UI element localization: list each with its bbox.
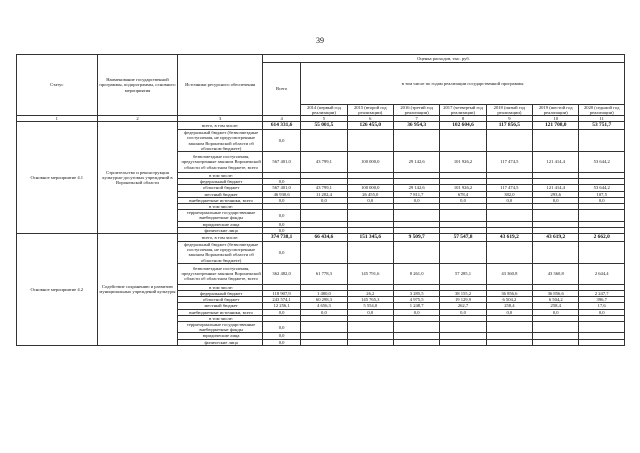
header-year: 2018 (пятый год реализации) <box>486 104 532 115</box>
year-value-cell <box>579 242 625 264</box>
total-value-cell: 0,0 <box>262 227 300 233</box>
year-value-cell <box>301 130 347 152</box>
year-value-cell: 29 142,6 <box>393 152 439 173</box>
year-value-cell: 57 285,1 <box>440 263 486 284</box>
year-value-cell <box>393 339 439 345</box>
year-value-cell: 0,0 <box>486 197 532 203</box>
header-by-years: в том числе по годам реализации государственной программы <box>301 63 625 105</box>
header-year: 2019 (шестой год реализации) <box>533 104 579 115</box>
table-body <box>17 122 625 346</box>
year-value-cell: 55 001,5 <box>301 122 347 130</box>
header-year: 2016 (третий год реализации) <box>393 104 439 115</box>
funding-source-cell: безвозмездные поступления, предусмотренные законом Воронежской области об областном бюджете, всего <box>178 152 263 173</box>
measure-name-cell: Строительство и реконструкция культурно-досуговых учреждений в Воронежской области <box>97 122 178 234</box>
year-value-cell <box>301 339 347 345</box>
year-value-cell: 17,6 <box>579 303 625 309</box>
year-value-cell: 126 455,0 <box>347 122 393 130</box>
funding-source-cell: областной бюджет <box>178 185 263 191</box>
year-value-cell <box>347 130 393 152</box>
total-value-cell: 374 738,1 <box>262 234 300 242</box>
year-value-cell <box>440 130 486 152</box>
year-value-cell: 2 247,7 <box>579 291 625 297</box>
year-value-cell: 100 000,0 <box>347 185 393 191</box>
year-value-cell: 0,0 <box>533 309 579 315</box>
year-value-cell <box>440 322 486 333</box>
year-value-cell <box>301 322 347 333</box>
funding-source-cell: в том числе: <box>178 173 263 179</box>
year-value-cell: 0,0 <box>347 309 393 315</box>
funding-source-cell: территориальные государственные внебюджетные фонды <box>178 210 263 221</box>
year-value-cell: 9 509,7 <box>393 234 439 242</box>
total-value-cell: 567 401,0 <box>262 152 300 173</box>
page-number: 39 <box>316 36 324 45</box>
funding-source-cell: физические лица <box>178 227 263 233</box>
year-value-cell: 43 619,2 <box>486 234 532 242</box>
year-value-cell: 258,4 <box>486 303 532 309</box>
year-value-cell <box>579 210 625 221</box>
year-value-cell: 26 455,0 <box>347 191 393 197</box>
year-value-cell: 61 778,3 <box>301 263 347 284</box>
funding-source-cell: юридические лица <box>178 333 263 339</box>
year-value-cell <box>533 242 579 264</box>
column-number: 1 <box>17 116 98 122</box>
header-name: Наименование государственной программы, подпрограммы, основного мероприятия <box>97 55 178 116</box>
header-total: Всего <box>262 63 300 116</box>
year-value-cell <box>579 130 625 152</box>
column-number: 3 <box>178 116 263 122</box>
column-number: 10 <box>533 116 579 122</box>
year-value-cell: 7 811,7 <box>393 191 439 197</box>
column-number: 2 <box>97 116 178 122</box>
year-value-cell: 43 360,8 <box>486 263 532 284</box>
table-row <box>17 122 625 130</box>
funding-source-cell: федеральный бюджет (безвозмездные поступления, не предусмотренные законом Воронежской области об областном бюджете) <box>178 242 263 264</box>
year-value-cell: 4 656,3 <box>301 303 347 309</box>
year-value-cell: 11 202,4 <box>301 191 347 197</box>
year-value-cell <box>486 242 532 264</box>
funding-source-cell: внебюджетные источники, всего <box>178 197 263 203</box>
year-value-cell: 38 155,2 <box>440 291 486 297</box>
year-value-cell <box>347 210 393 221</box>
year-value-cell: 0,0 <box>579 197 625 203</box>
funding-source-cell: территориальные государственные внебюджетные фонды <box>178 322 263 333</box>
total-value-cell: 567 401,0 <box>262 185 300 191</box>
year-value-cell: 0,0 <box>347 197 393 203</box>
year-value-cell: 101 926,2 <box>440 152 486 173</box>
year-value-cell: 117 474,5 <box>486 152 532 173</box>
year-value-cell <box>486 130 532 152</box>
year-value-cell: 36 954,3 <box>393 122 439 130</box>
header-estimate: Оценка расходов, тыс. руб. <box>262 55 624 63</box>
year-value-cell <box>440 242 486 264</box>
table-header <box>17 55 625 122</box>
year-value-cell <box>393 210 439 221</box>
year-value-cell: 53 644,2 <box>579 185 625 191</box>
year-value-cell: 117 856,5 <box>486 122 532 130</box>
funding-source-cell: всего, в том числе: <box>178 122 263 130</box>
year-value-cell: 101 926,2 <box>440 185 486 191</box>
status-cell: Основное мероприятие 4.2 <box>17 234 98 346</box>
year-value-cell: 145 791,6 <box>347 263 393 284</box>
year-value-cell: 3 285,5 <box>393 291 439 297</box>
year-value-cell: 2 644,4 <box>579 263 625 284</box>
year-value-cell <box>393 242 439 264</box>
year-value-cell: 4 975,5 <box>393 297 439 303</box>
year-value-cell: 26,2 <box>347 291 393 297</box>
total-value-cell: 0,0 <box>262 242 300 264</box>
column-number: 9 <box>486 116 532 122</box>
column-number: 8 <box>440 116 486 122</box>
year-value-cell: 0,0 <box>486 309 532 315</box>
year-value-cell <box>301 242 347 264</box>
funding-source-cell: федеральный бюджет <box>178 179 263 185</box>
year-value-cell: 117 474,5 <box>486 185 532 191</box>
year-value-cell: 0,0 <box>440 197 486 203</box>
year-value-cell: 102 604,6 <box>440 122 486 130</box>
year-value-cell <box>393 322 439 333</box>
total-value-cell: 0,0 <box>262 221 300 227</box>
total-value-cell: 0,0 <box>262 179 300 185</box>
funding-source-cell: в том числе: <box>178 315 263 321</box>
year-value-cell <box>440 210 486 221</box>
year-value-cell: 258,4 <box>533 303 579 309</box>
year-value-cell: 29 142,6 <box>393 185 439 191</box>
year-value-cell: 36 856,6 <box>486 291 532 297</box>
year-value-cell <box>533 210 579 221</box>
total-value-cell: 0,0 <box>262 309 300 315</box>
year-value-cell <box>393 130 439 152</box>
year-value-cell: 8 261,0 <box>393 263 439 284</box>
year-value-cell: 145 765,3 <box>347 297 393 303</box>
year-value-cell: 396,7 <box>579 297 625 303</box>
total-value-cell: 118 907,9 <box>262 291 300 297</box>
year-value-cell: 0,0 <box>301 309 347 315</box>
year-value-cell: 43 799,1 <box>301 152 347 173</box>
total-value-cell: 12 256,1 <box>262 303 300 309</box>
total-value-cell: 0,0 <box>262 333 300 339</box>
year-value-cell <box>347 242 393 264</box>
total-value-cell: 614 331,6 <box>262 122 300 130</box>
year-value-cell: 107,5 <box>579 191 625 197</box>
year-value-cell <box>533 322 579 333</box>
total-value-cell: 46 930,6 <box>262 191 300 197</box>
year-value-cell: 1 248,7 <box>393 303 439 309</box>
year-value-cell <box>486 322 532 333</box>
year-value-cell: 678,4 <box>440 191 486 197</box>
year-value-cell: 60 298,3 <box>301 297 347 303</box>
year-value-cell: 121 414,4 <box>533 152 579 173</box>
year-value-cell <box>347 339 393 345</box>
year-value-cell: 57 547,8 <box>440 234 486 242</box>
funding-source-cell: областной бюджет <box>178 297 263 303</box>
funding-source-cell: в том числе: <box>178 284 263 290</box>
funding-source-cell: юридические лица <box>178 221 263 227</box>
year-value-cell: 36 856,6 <box>533 291 579 297</box>
measure-name-cell: Содействие сохранению и развитию муниципальных учреждений культуры <box>97 234 178 346</box>
year-value-cell <box>301 210 347 221</box>
header-year: 2020 (седьмой год реализации) <box>579 104 625 115</box>
status-cell: Основное мероприятие 4.1 <box>17 122 98 234</box>
header-year: 2015 (второй год реализации) <box>347 104 393 115</box>
year-value-cell <box>579 339 625 345</box>
year-value-cell: 382,0 <box>486 191 532 197</box>
funding-source-cell: в том числе: <box>178 204 263 210</box>
year-value-cell: 100 000,0 <box>347 152 393 173</box>
year-value-cell: 0,0 <box>393 309 439 315</box>
year-value-cell: 0,0 <box>301 197 347 203</box>
header-source: Источники ресурсного обеспечения <box>178 55 263 116</box>
year-value-cell: 1 480,0 <box>301 291 347 297</box>
year-value-cell: 6 504,2 <box>533 297 579 303</box>
total-value-cell: 0,0 <box>262 130 300 152</box>
year-value-cell: 2 662,0 <box>579 234 625 242</box>
year-value-cell: 6 504,2 <box>486 297 532 303</box>
total-value-cell: 0,0 <box>262 197 300 203</box>
year-value-cell: 121 414,4 <box>533 185 579 191</box>
column-number: 4 <box>262 116 300 122</box>
year-value-cell: 121 708,0 <box>533 122 579 130</box>
budget-table <box>16 54 625 346</box>
funding-source-cell: безвозмездные поступления, предусмотренные законом Воронежской области об областном бюджете, всего <box>178 263 263 284</box>
total-value-cell: 0,0 <box>262 210 300 221</box>
year-value-cell: 66 434,6 <box>301 234 347 242</box>
year-value-cell: 0,0 <box>533 197 579 203</box>
funding-source-cell: всего, в том числе: <box>178 234 263 242</box>
funding-source-cell: местный бюджет <box>178 191 263 197</box>
column-number: 11 <box>579 116 625 122</box>
year-value-cell: 262,7 <box>440 303 486 309</box>
year-value-cell: 293,6 <box>533 191 579 197</box>
year-value-cell <box>533 339 579 345</box>
column-number: 7 <box>393 116 439 122</box>
year-value-cell <box>486 339 532 345</box>
year-value-cell: 53 644,2 <box>579 152 625 173</box>
funding-source-cell: внебюджетные источники, всего <box>178 309 263 315</box>
year-value-cell: 5 554,0 <box>347 303 393 309</box>
year-value-cell: 151 345,6 <box>347 234 393 242</box>
funding-source-cell: физические лица <box>178 339 263 345</box>
year-value-cell: 53 751,7 <box>579 122 625 130</box>
header-year: 2017 (четвертый год реализации) <box>440 104 486 115</box>
year-value-cell: 43 799,1 <box>301 185 347 191</box>
year-value-cell <box>440 339 486 345</box>
year-value-cell: 0,0 <box>579 309 625 315</box>
header-status: Статус <box>17 55 98 116</box>
total-value-cell: 0,0 <box>262 322 300 333</box>
total-value-cell: 0,0 <box>262 339 300 345</box>
year-value-cell: 19 129,9 <box>440 297 486 303</box>
funding-source-cell: федеральный бюджет (безвозмездные поступления, не предусмотренные законом Воронежской области об областном бюджете) <box>178 130 263 152</box>
year-value-cell <box>347 322 393 333</box>
year-value-cell: 43 619,2 <box>533 234 579 242</box>
year-value-cell <box>486 210 532 221</box>
table-row <box>17 234 625 242</box>
year-value-cell: 43 360,8 <box>533 263 579 284</box>
year-value-cell <box>533 130 579 152</box>
column-number: 6 <box>347 116 393 122</box>
year-value-cell: 0,0 <box>393 197 439 203</box>
total-value-cell: 243 574,1 <box>262 297 300 303</box>
year-value-cell <box>579 322 625 333</box>
year-value-cell: 0,0 <box>440 309 486 315</box>
header-year: 2014 (первый год реализации) <box>301 104 347 115</box>
funding-source-cell: федеральный бюджет <box>178 291 263 297</box>
total-value-cell: 362 482,0 <box>262 263 300 284</box>
funding-source-cell: местный бюджет <box>178 303 263 309</box>
column-number: 5 <box>301 116 347 122</box>
